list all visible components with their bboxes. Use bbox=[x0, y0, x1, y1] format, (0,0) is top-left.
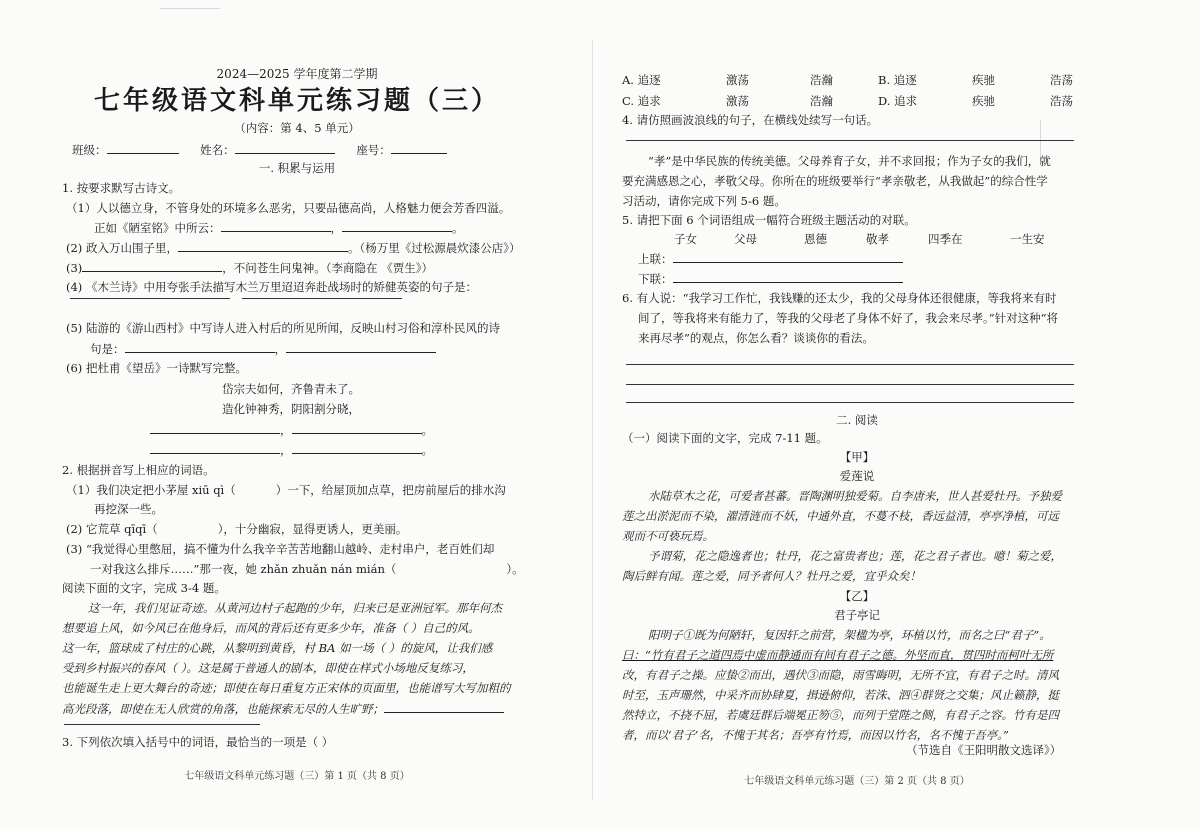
passage-line: 受到乡村振兴的春风（ ）。这是属于普通人的剧本，即使在样式小场地反复练习， bbox=[62, 661, 474, 675]
option-b-word: 浩荡 bbox=[1050, 73, 1073, 87]
poem-blank-row: ， 。 bbox=[150, 441, 433, 458]
question-4: 4. 请仿照画波浪线的句子，在横线处续写一句话。 bbox=[622, 113, 879, 127]
option-d-word: 浩荡 bbox=[1050, 94, 1073, 108]
option-a-word: 浩瀚 bbox=[810, 73, 833, 87]
option-d-word: 疾驰 bbox=[972, 94, 995, 108]
question-2-3b bbox=[90, 561, 524, 577]
intro-line: 要充满感恩之心，孝敬父母。你所在的班级要举行“孝亲敬老，从我做起”的综合性学 bbox=[622, 174, 1048, 188]
passage-line: 者，而以‘君子’名，不愧于其名；吾亭有竹焉，而因以竹名，名不愧于吾亭。” bbox=[622, 728, 1009, 742]
answer-blank[interactable] bbox=[150, 421, 280, 434]
passage-text: 高光段落，即使在无人欣赏的角落，也能探索无尽的人生旷野； bbox=[62, 702, 384, 716]
question-1-3 bbox=[66, 259, 433, 276]
answer-blank[interactable] bbox=[150, 441, 280, 454]
word-chip: 敬孝 bbox=[866, 232, 889, 246]
answer-blank[interactable] bbox=[286, 340, 436, 353]
question-1-1: （1）人以德立身，不管身处的环境多么恶劣，只要品德高尚，人格魅力便会芳香四溢。 bbox=[66, 201, 511, 215]
answer-blank[interactable] bbox=[342, 219, 452, 232]
answer-blank[interactable] bbox=[673, 250, 903, 263]
section-heading: 二. 阅读 bbox=[836, 413, 878, 427]
answer-line[interactable] bbox=[70, 298, 230, 299]
passage-line: 阳明子①既为何陋轩，复因轩之前营，架楹为亭，环植以竹，而名之曰“君子”。 bbox=[648, 628, 1051, 642]
answer-blank[interactable] bbox=[673, 270, 903, 283]
couplet-label: 上联： bbox=[638, 252, 673, 266]
passage-line: 莲之出淤泥而不染，濯清涟而不妖，中通外直，不蔓不枝，香远益清，亭亭净植，可远 bbox=[622, 509, 1059, 523]
passage-line: 这一年，我们见证奇迹。从黄河边村子起跑的少年，归来已是亚洲冠军。那年何杰 bbox=[88, 601, 502, 615]
passage-title: 爱莲说 bbox=[839, 469, 875, 483]
question-1-1b: 正如《陋室铭》中所云： ， 。 bbox=[94, 221, 464, 235]
passage-line: 水陆草木之花，可爱者甚蕃。晋陶渊明独爱菊。自李唐来，世人甚爱牡丹。予独爱 bbox=[648, 489, 1062, 503]
passage-marker: 【甲】 bbox=[839, 450, 875, 464]
poem-blank-row: ， 。 bbox=[150, 421, 433, 438]
option-a-word: 激荡 bbox=[726, 73, 749, 87]
name-label: 姓名： bbox=[200, 143, 235, 157]
passage-line: 然特立，不挠不屈，若虞廷群后端冕正笏⑤，而列于堂陛之侧，有君子之容。竹有是四 bbox=[622, 708, 1059, 722]
question-6: 6. 有人说：“我学习工作忙，我钱赚的还太少，我的父母身体还很健康，等我将来有时 bbox=[622, 291, 1057, 305]
answer-blank[interactable] bbox=[292, 441, 422, 454]
passage-source: （节选自《王阳明散文选译》） bbox=[906, 743, 1062, 757]
question-1-2 bbox=[66, 239, 520, 256]
question-2-1b: 再挖深一些。 bbox=[94, 502, 163, 516]
question-1-5b: 句是： ， bbox=[90, 340, 436, 357]
passage-line: 这一年，篮球成了村庄的心跳，从黎明到黄昏，村 BA 如一场（ ）的旋风，让我们感 bbox=[62, 641, 493, 655]
answer-blank[interactable] bbox=[178, 239, 348, 252]
answer-line[interactable] bbox=[626, 384, 1074, 385]
passage-line: 想要追上风，如今风已在他身后，而风的背后还有更多少年，准备（ ）自己的风。 bbox=[62, 621, 480, 635]
poem-line: 造化钟神秀，阴阳割分晓， bbox=[222, 402, 360, 416]
school-year: 2024—2025 学年度第二学期 bbox=[216, 67, 378, 81]
answer-line[interactable] bbox=[626, 402, 1074, 403]
question-1-6: (6) 把杜甫《望岳》一诗默写完整。 bbox=[66, 361, 247, 375]
student-info-row bbox=[72, 141, 447, 158]
question-2-1 bbox=[66, 482, 506, 498]
prompt-text: (2) 它荒草 qīqī（ bbox=[66, 522, 158, 536]
answer-line[interactable] bbox=[242, 298, 402, 299]
passage-line: 曰：“竹有君子之道四焉中虚而静通而有间有君子之德。外坚而直，贯四时而柯叶无所 bbox=[622, 648, 1054, 662]
answer-line[interactable] bbox=[626, 140, 1074, 141]
word-chip: 一生安 bbox=[1010, 232, 1045, 246]
poem-line: 岱宗夫如何，齐鲁青未了。 bbox=[222, 382, 360, 396]
question-2-2 bbox=[66, 521, 407, 537]
prompt-text: 。 bbox=[452, 221, 464, 235]
passage-marker: 【乙】 bbox=[839, 589, 875, 603]
prompt-text: ）。 bbox=[506, 562, 524, 576]
section-heading: 一. 积累与运用 bbox=[258, 161, 336, 175]
intro-line: “孝”是中华民族的传统美德。父母养育子女，并不求回报；作为子女的我们，就 bbox=[648, 154, 1051, 168]
word-chip: 恩德 bbox=[804, 232, 827, 246]
answer-line[interactable] bbox=[64, 724, 260, 725]
question-2: 2. 根据拼音写上相应的词语。 bbox=[62, 463, 215, 477]
prompt-text: ，不问苍生问鬼神。（李商隐在 《贾生》） bbox=[222, 261, 433, 275]
passage-line: 陶后鲜有闻。莲之爱，同予者何人？牡丹之爱，宜乎众矣！ bbox=[622, 569, 921, 583]
page-footer: 七年级语文科单元练习题（三）第 1 页（共 8 页） bbox=[184, 771, 410, 782]
question-3: 3. 下列依次填入括号中的词语，最恰当的一项是（ ） bbox=[62, 735, 334, 749]
page-footer: 七年级语文科单元练习题（三）第 2 页（共 8 页） bbox=[744, 776, 970, 787]
answer-blank[interactable] bbox=[221, 219, 331, 232]
answer-blank[interactable] bbox=[125, 340, 275, 353]
option-b-label: B. 追逐 bbox=[878, 73, 917, 87]
couplet-label: 下联： bbox=[638, 272, 673, 286]
prompt-text: 。（杨万里《过松源晨炊漆公店》） bbox=[347, 241, 521, 255]
option-c-label: C. 追求 bbox=[622, 94, 661, 108]
reading-instruction: （一）阅读下面的文字，完成 7-11 题。 bbox=[622, 431, 828, 445]
name-field[interactable] bbox=[235, 141, 335, 154]
word-chip: 子女 bbox=[674, 232, 697, 246]
passage-title: 君子亭记 bbox=[834, 608, 880, 622]
prompt-text: 句是： bbox=[90, 342, 125, 356]
prompt-text: 正如《陋室铭》中所云： bbox=[94, 221, 221, 235]
prompt-text: ），十分幽寂，显得更诱人，更美丽。 bbox=[217, 522, 408, 536]
intro-line: 习活动，请你完成下列 5-6 题。 bbox=[622, 194, 786, 208]
class-field[interactable] bbox=[107, 141, 179, 154]
prompt-text: ）一下，给屋顶加点草，把房前屋后的排水沟 bbox=[275, 483, 506, 497]
question-2-3: (3) “我觉得心里憋屈，搞不懂为什么我辛辛苦苦地翻山越岭、走村串户，老百姓们却 bbox=[66, 542, 495, 556]
prompt-text: 一对我这么排斥……”那一夜，她 zhǎn zhuǎn nán mián（ bbox=[90, 562, 397, 576]
passage-line: 改，有君子之操。应蛰②而出，遇伏③而隐，雨雪晦明，无所不宜，有君子之时。清风 bbox=[622, 668, 1059, 682]
question-6-line: 间了，等我将来有能力了，等我的父母老了身体不好了，我会来尽孝。”针对这种“将 bbox=[638, 311, 1059, 325]
couplet-upper bbox=[638, 250, 903, 267]
passage-line: 也能诞生走上更大舞台的奇迹；即使在每日重复方正宋体的页面里，也能谱写大写加粗的 bbox=[62, 681, 511, 695]
passage-line: 时至，玉声珊然，中采齐而协肆夏，揖逊俯仰，若洙、泗④群贤之交集；风止籁静，挺 bbox=[622, 688, 1059, 702]
answer-blank[interactable] bbox=[292, 421, 422, 434]
passage-line bbox=[62, 700, 504, 717]
page-left bbox=[62, 0, 532, 831]
option-c-word: 激荡 bbox=[726, 94, 749, 108]
passage-line: 予谓菊，花之隐逸者也；牡丹，花之富贵者也；莲，花之君子者也。噫！菊之爱， bbox=[648, 549, 1062, 563]
prompt-text: （1）我们决定把小茅屋 xiū qì（ bbox=[66, 483, 236, 497]
reading-instruction: 阅读下面的文字，完成 3-4 题。 bbox=[62, 581, 226, 595]
answer-line[interactable] bbox=[626, 364, 1074, 365]
page-right bbox=[622, 0, 1092, 831]
couplet-lower bbox=[638, 270, 903, 287]
word-chip: 父母 bbox=[734, 232, 757, 246]
question-1: 1. 按要求默写古诗文。 bbox=[62, 181, 181, 195]
prompt-text: (3) bbox=[66, 261, 83, 275]
class-label: 班级： bbox=[72, 143, 107, 157]
seat-label: 座号： bbox=[356, 143, 391, 157]
page-fold-divider bbox=[592, 40, 593, 800]
passage-line: 观而不可亵玩焉。 bbox=[622, 529, 714, 543]
question-1-5: (5) 陆游的《游山西村》中写诗人进入村后的所见所闻，反映山村习俗和淳朴民风的诗 bbox=[66, 321, 500, 335]
answer-blank[interactable] bbox=[82, 259, 222, 272]
content-scope: （内容：第 4、5 单元） bbox=[234, 121, 360, 135]
prompt-text: (2) 政入万山围子里， bbox=[66, 241, 178, 255]
option-a-label: A. 追逐 bbox=[622, 73, 661, 87]
question-6-line: 来再尽孝”的观点，你怎么看？谈谈你的看法。 bbox=[638, 331, 874, 345]
seat-field[interactable] bbox=[391, 141, 447, 154]
page-title: 七年级语文科单元练习题（三） bbox=[93, 85, 500, 115]
option-d-label: D. 追求 bbox=[878, 94, 918, 108]
option-c-word: 浩瀚 bbox=[810, 94, 833, 108]
question-5: 5. 请把下面 6 个词语组成一幅符合班级主题活动的对联。 bbox=[622, 213, 916, 227]
option-b-word: 疾驰 bbox=[972, 73, 995, 87]
word-chip: 四季在 bbox=[928, 232, 963, 246]
question-1-4: (4) 《木兰诗》中用夸张手法描写木兰万里迢迢奔赴战场时的矫健英姿的句子是： bbox=[66, 280, 477, 294]
answer-blank[interactable] bbox=[384, 700, 504, 713]
